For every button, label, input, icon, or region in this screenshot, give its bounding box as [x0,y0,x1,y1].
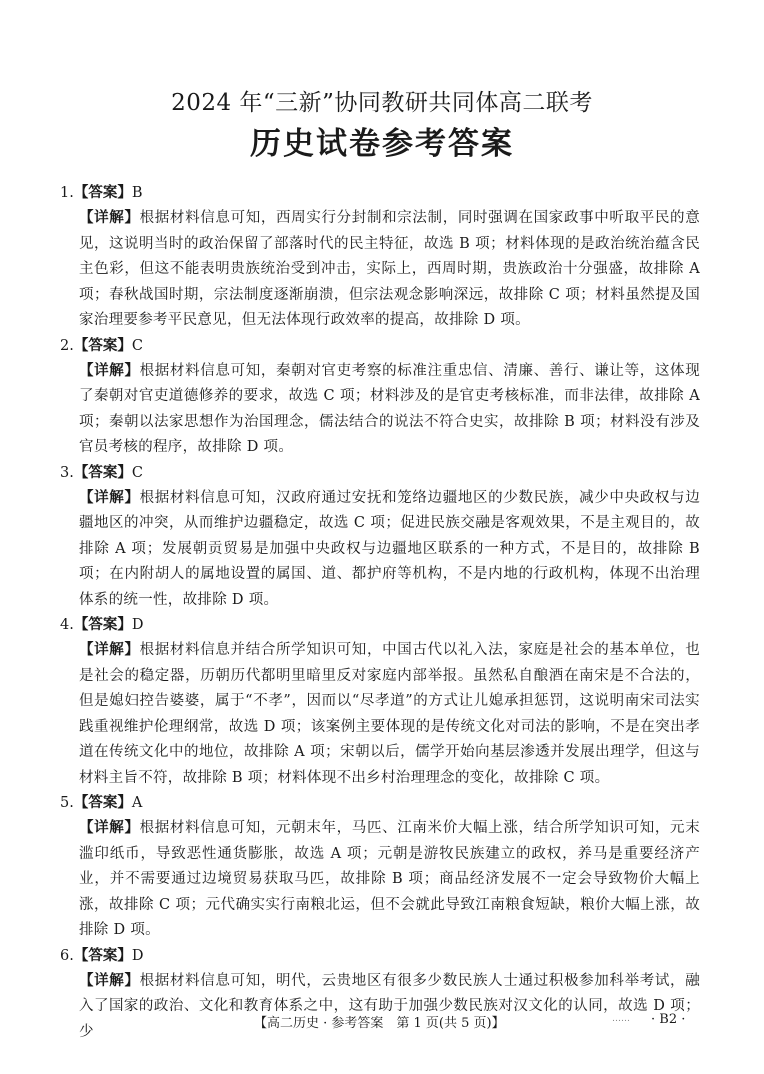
answer-label: 【答案】 [73,617,132,633]
footer-page-info: 【高二历史 · 参考答案 第 1 页(共 5 页)】 [254,1016,505,1031]
detail-label: 【详解】 [79,642,140,658]
detail-text: 根据材料信息可知，汉政府通过安抚和笼络边疆地区的少数民族，减少中央政权与边疆地区的冲突，从而维护边疆稳定，故选 C 项；促进民族交融是客观效果，不是主观目的，故排除 A 项；发展朝贡贸易是加强中央政权与边疆地区联系的一种方式，不是目的，故排除 B 项；在内附胡人的属地设置的属国、道、都护府等机构，不是内地的行政机构，体现不出治理体系的统一性，故排除 D 项。 [79,489,700,608]
detail-paragraph [79,359,700,461]
exam-title: 2024 年“三新”协同教研共同体高二联考 [171,90,593,116]
detail-label: 【详解】 [79,972,140,989]
question-number: 4. [60,617,74,633]
detail-label: 【详解】 [79,820,140,836]
answer-line [60,334,700,359]
footer-dots: …… [612,1014,630,1024]
detail-text: 根据材料信息可知，秦朝对官吏考察的标准注重忠信、清廉、善行、谦让等，这体现了秦朝对官吏道德修养的要求，故选 C 项；材料涉及的是官吏考核标准，而非法律，故排除 A 项；秦朝以法家思想作为治国理念，儒法结合的说法不符合史实，故排除 B 项；材料没有涉及官员考核的程序，故排除 D 项。 [79,362,700,455]
detail-paragraph [79,638,700,791]
answers-list [60,181,700,1045]
answer-line [60,613,700,638]
question-number: 3. [60,464,74,481]
answer-value: D [131,947,144,964]
detail-label: 【详解】 [79,210,140,226]
document-title: 历史试卷参考答案 [250,126,514,162]
answer-value: A [131,795,143,811]
answer-line [60,461,700,486]
answer-value: C [131,337,143,354]
question-item [60,334,700,461]
answer-label: 【答案】 [73,947,132,964]
detail-label: 【详解】 [79,489,140,506]
answer-label: 【答案】 [73,464,132,481]
answer-value: C [131,464,143,481]
answer-line [60,944,700,969]
detail-text: 根据材料信息可知，西周实行分封制和宗法制，同时强调在国家政事中听取平民的意见，这说明当时的政治保留了部落时代的民主特征，故选 B 项；材料体现的是政治统治蕴含民主色彩，但这不能表明贵族统治受到冲击，实际上，西周时期，贵族政治十分强盛，故排除 A 项；春秋战国时期，宗法制度逐渐崩溃，但宗法观念影响深远，故排除 C 项；材料虽然提及国家治理要参考平民意见，但无法体现行政效率的提高，故排除 D 项。 [79,210,700,328]
detail-paragraph [79,816,700,944]
answer-line [60,181,700,206]
question-item [60,791,700,944]
detail-text: 根据材料信息并结合所学知识可知，中国古代以礼入法，家庭是社会的基本单位，也是社会的稳定器，历朝历代都明里暗里反对家庭内部举报。虽然私自酿酒在南宋是不合法的，但是媳妇控告婆婆，属于“不孝”，因而以“尽孝道”的方式让儿媳承担惩罚，这说明南宋司法实践重视维护伦理纲常，故选 D 项；该案例主要体现的是传统文化对司法的影响，不是在突出孝道在传统文化中的地位，故排除 A 项；宋朝以后，儒学开始向基层渗透并发展出理学，但这与材料主旨不符，故排除 B 项；材料体现不出乡村治理理念的变化，故排除 C 项。 [79,642,700,786]
question-number: 1. [60,185,74,201]
question-number: 2. [60,337,74,354]
question-number: 5. [60,795,74,811]
question-item [60,461,700,614]
footer-version-code: · B2 · [651,1012,686,1027]
answer-label: 【答案】 [73,795,132,811]
detail-text: 根据材料信息可知，元朝末年，马匹、江南米价大幅上涨，结合所学知识可知，元末滥印纸币，导致恶性通货膨胀，故选 A 项；元朝是游牧民族建立的政权，养马是重要经济产业，并不需要通过边境贸易获取马匹，故排除 B 项；商品经济发展不一定会导致物价大幅上涨，故排除 C 项；元代确实实行南粮北运，但不会就此导致江南粮食短缺，粮价大幅上涨，故排除 D 项。 [79,820,700,938]
answer-line [60,791,700,816]
question-item [60,181,700,334]
detail-label: 【详解】 [79,362,140,379]
answer-label: 【答案】 [73,185,132,201]
answer-value: D [131,617,144,633]
detail-paragraph [79,486,700,614]
detail-paragraph [79,969,700,1046]
question-item [60,613,700,791]
detail-text: 根据材料信息可知，明代，云贵地区有很多少数民族人士通过积极参加科举考试，融入了国家的政治、文化和教育体系之中，这有助于加强少数民族对汉文化的认同，故选 D 项；少 [79,972,700,1040]
answer-value: B [131,185,143,201]
question-number: 6. [60,947,74,964]
detail-paragraph [79,206,700,334]
answer-label: 【答案】 [73,337,132,354]
